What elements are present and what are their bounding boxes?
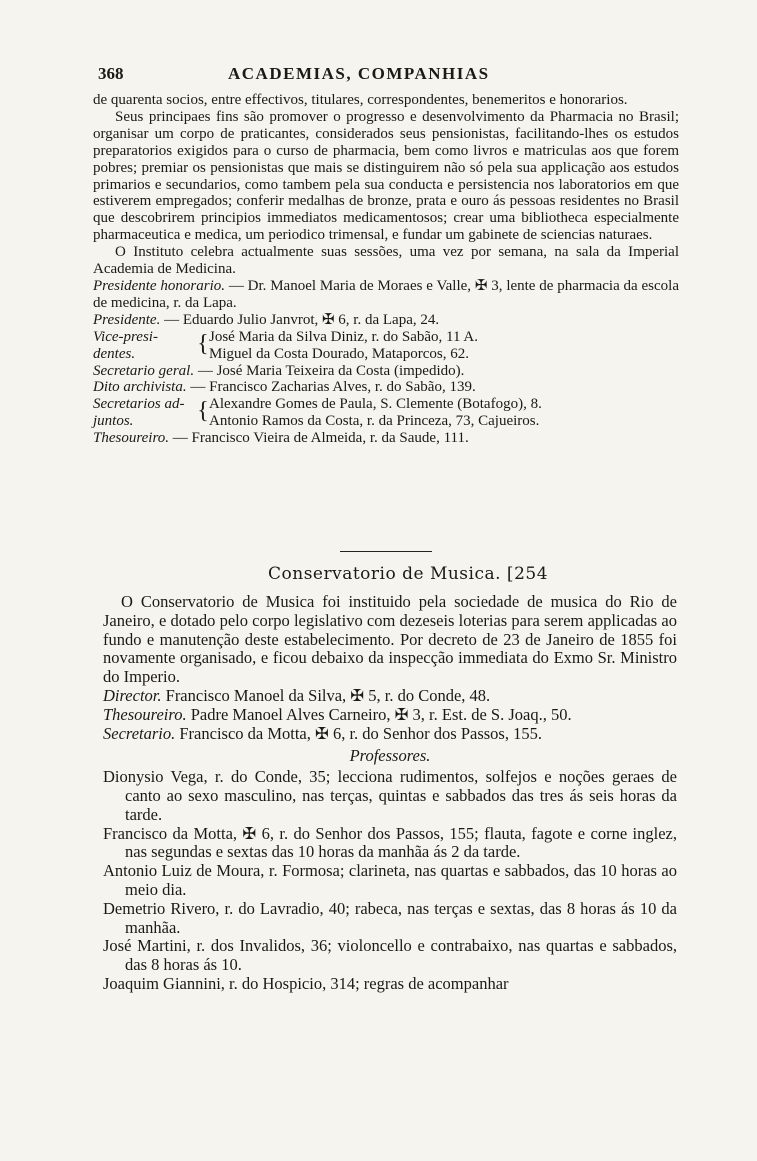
officer-entry — [103, 706, 677, 725]
section-divider — [340, 551, 432, 552]
officer-role — [93, 396, 197, 430]
officer-entry — [103, 725, 677, 744]
officer-details: — Dr. Manoel Maria de Moraes e Valle, ✠ 3, lente de pharmacia da escola de medicina, r. da Lapa. — [93, 277, 679, 311]
officer-names — [209, 396, 679, 430]
brace-glyph: { — [197, 398, 209, 425]
officer-details: Francisco da Motta, ✠ 6, r. do Senhor dos Passos, 155. — [179, 723, 542, 743]
brace-glyph: { — [197, 330, 209, 357]
officer-details: — José Maria Teixeira da Costa (impedido). — [197, 362, 465, 379]
officer-role — [93, 329, 197, 363]
officer-entry — [103, 687, 677, 706]
professor-entry: Demetrio Rivero, r. do Lavradio, 40; rabeca, nas terças e sextas, das 8 horas ás 10 da manhãa. — [103, 898, 677, 937]
officer-role: Secretario. — [103, 723, 176, 743]
professor-entry: Joaquim Giannini, r. do Hospicio, 314; regras de acompanhar — [103, 973, 509, 993]
running-header — [98, 64, 678, 90]
officer-entry — [93, 363, 679, 380]
officer-role: Thesoureiro. — [103, 704, 187, 724]
professor-entry: Dionysio Vega, r. do Conde, 35; lecciona rudimentos, solfejos e noções geraes de canto ao sexo masculino, nas terças, quintas e sabbados das tres ás seis horas da tarde. — [103, 767, 677, 824]
instituto-pharmaceutico-section — [93, 92, 679, 447]
officer-role: Dito archivista. — [93, 379, 187, 396]
professor-entry: Antonio Luiz de Moura, r. Formosa; clarineta, nas quartas e sabbados, das 10 horas ao meio dia. — [103, 861, 677, 899]
paragraph: de quarenta socios, entre effectivos, titulares, correspondentes, benemeritos e honorarios. — [93, 92, 628, 108]
role-line: Secretarios ad- — [93, 396, 185, 413]
running-title: ACADEMIAS, COMPANHIAS — [228, 64, 490, 83]
professor-entry: José Martini, r. dos Invalidos, 36; violoncello e contrabaixo, nas quartas e sabbados, das 8 horas ás 10. — [103, 936, 677, 975]
officer-entry — [93, 430, 679, 447]
section-title: Conservatorio de Musica. [254 — [268, 564, 549, 584]
paragraph: Seus principaes fins são promover o progresso e desenvolvimento da Pharmacia no Brasil; organisar um corpo de praticantes, considerados seus pensionistas, facilitando-lhes os estudos preparatorios exigidos para o curso de pharmacia, bem como livros e matriculas aos que forem pobres; premiar os pensionistas que mais se distinguirem não só pela sua applicação aos estudos primarios e secundarios, como tambem pela sua conducta e persistencia nos laboratorios em que estiverem empregados; conferir medalhas de bronze, prata e ouro ás pessoas residentes no Brasil que descobrirem principios immediatos medicamentosos; crear uma bibliotheca especialmente pharmaceutica e medica, um periodico trimensal, e fundar um gabinete de sciencias naturaes. — [93, 108, 679, 244]
conservatorio-section — [103, 593, 677, 994]
officer-details: — Francisco Zacharias Alves, r. do Sabão, 139. — [190, 379, 476, 396]
officer-details: Padre Manoel Alves Carneiro, ✠ 3, r. Est. de S. Joaq., 50. — [190, 704, 572, 724]
officer-role: Director. — [103, 685, 162, 705]
role-line: dentes. — [93, 345, 136, 362]
paragraph: O Instituto celebra actualmente suas sessões, uma vez por semana, na sala da Imperial Academia de Medicina. — [93, 244, 679, 278]
officer-details: Francisco Manoel da Silva, ✠ 5, r. do Conde, 48. — [165, 685, 491, 705]
officer-details: Antonio Ramos da Costa, r. da Princeza, 73, Cajueiros. — [209, 413, 540, 430]
officer-entry — [93, 312, 679, 329]
officer-role: Thesoureiro. — [93, 430, 169, 447]
officer-group — [93, 329, 679, 363]
officer-role: Presidente honorario. — [93, 277, 225, 294]
role-line: juntos. — [93, 413, 134, 430]
officer-role: Secretario geral. — [93, 362, 195, 379]
professor-entry: Francisco da Motta, ✠ 6, r. do Senhor dos Passos, 155; flauta, fagote e corne inglez, nas segundas e sextas das 10 horas da manhãa ás 2 da tarde. — [103, 823, 677, 862]
subsection-heading: Professores. — [349, 746, 431, 766]
officer-details: Alexandre Gomes de Paula, S. Clemente (Botafogo), 8. — [209, 396, 542, 413]
officer-role: Presidente. — [93, 311, 161, 328]
page-number: 368 — [98, 64, 124, 83]
officer-names — [209, 329, 679, 363]
officer-details: — Eduardo Julio Janvrot, ✠ 6, r. da Lapa, 24. — [164, 311, 440, 328]
officer-group — [93, 396, 679, 430]
officer-entry — [93, 379, 679, 396]
officer-details: José Maria da Silva Diniz, r. do Sabão, 11 A. — [209, 328, 478, 345]
officer-entry — [93, 278, 679, 312]
paragraph: O Conservatorio de Musica foi instituido pela sociedade de musica do Rio de Janeiro, e dotado pelo corpo legislativo com dezeseis loterias para serem applicadas ao fundo e manutenção deste estabelecimento. Por decreto de 23 de Janeiro de 1855 foi novamente organisado, e ficou debaixo da inspecção immediata do Exmo Sr. Ministro do Imperio. — [103, 592, 677, 687]
officer-details: Miguel da Costa Dourado, Mataporcos, 62. — [209, 345, 469, 362]
role-line: Vice-presi- — [93, 328, 158, 345]
officer-details: — Francisco Vieira de Almeida, r. da Saude, 111. — [172, 430, 469, 447]
